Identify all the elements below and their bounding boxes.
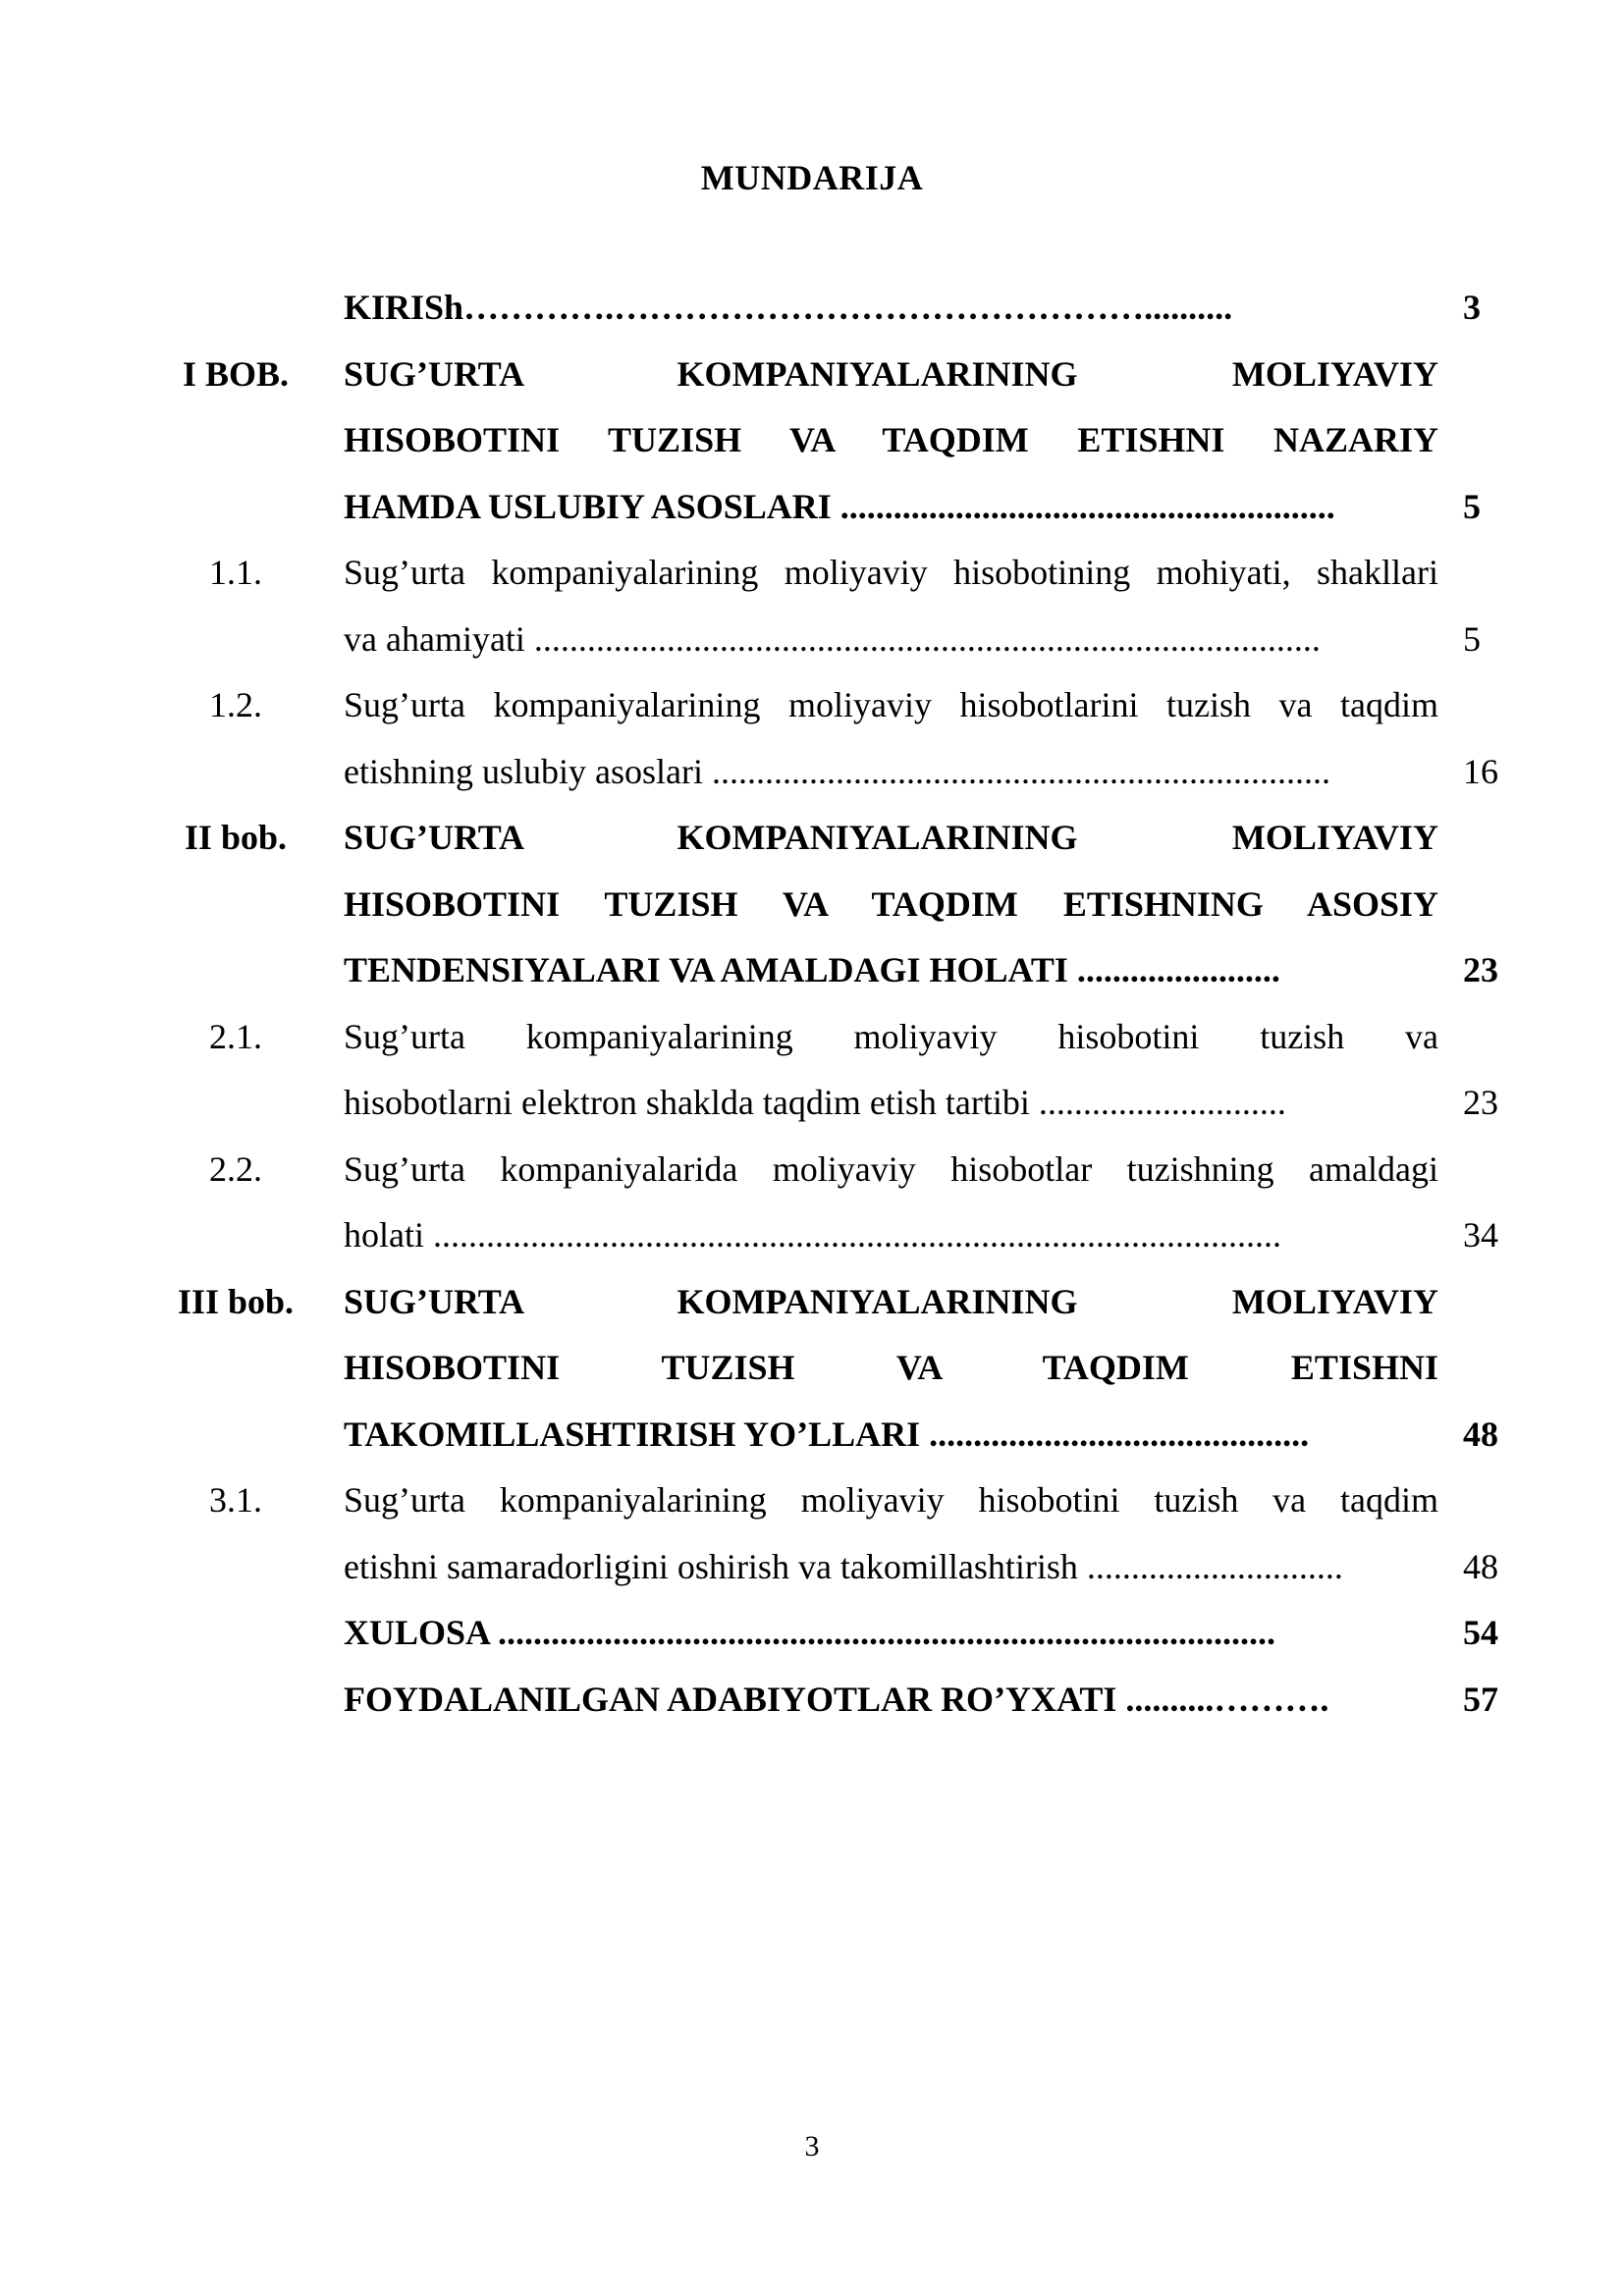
toc-line (0, 275, 1624, 342)
toc-entry (0, 1667, 1624, 1734)
toc-line (0, 872, 1624, 938)
toc-line (0, 1468, 1624, 1534)
toc-entry-text: Sug’urta kompaniyalarida moliyaviy hisobotlar tuzishning amaldagi (344, 1148, 1438, 1189)
toc-entry-text: SUG’URTA KOMPANIYALARINING MOLIYAVIY (344, 818, 1438, 857)
toc-page-number: 5 (1463, 618, 1481, 659)
toc-entry-text: HISOBOTINI TUZISH VA TAQDIM ETISHNI NAZARIY (344, 420, 1438, 459)
toc-line (0, 1269, 1624, 1336)
toc-line (0, 739, 1624, 806)
toc-entry-text: va ahamiyati ......................................................................................... (344, 618, 1321, 659)
toc-entry-text: SUG’URTA KOMPANIYALARINING MOLIYAVIY (344, 1281, 1438, 1321)
toc-entry-label: 2.1. (209, 1016, 262, 1056)
toc-entry-label: 1.1. (209, 553, 262, 592)
toc-page-number: 48 (1463, 1546, 1498, 1586)
toc-page-number: 54 (1463, 1613, 1498, 1652)
toc-entry (0, 672, 1624, 805)
toc-entry-text: hisobotlarni elektron shaklda taqdim etish tartibi ............................ (344, 1083, 1286, 1122)
toc-entry-text: holati ................................................................................................ (344, 1215, 1281, 1255)
toc-line (0, 1534, 1624, 1601)
toc-page-number: 5 (1463, 486, 1481, 526)
toc-line (0, 672, 1624, 739)
toc-entry-text: etishning uslubiy asoslari ...................................................................... (344, 751, 1330, 791)
toc-line (0, 1070, 1624, 1137)
toc-line (0, 1667, 1624, 1734)
toc-page-number: 23 (1463, 950, 1498, 989)
toc-page-number: 48 (1463, 1414, 1498, 1454)
toc-line (0, 1137, 1624, 1203)
table-of-contents (0, 275, 1624, 1733)
toc-entry (0, 1137, 1624, 1269)
toc-line (0, 474, 1624, 541)
toc-entry-label: III bob. (177, 1281, 295, 1321)
toc-line (0, 937, 1624, 1004)
toc-line (0, 1335, 1624, 1402)
toc-page-number: 34 (1463, 1215, 1498, 1255)
toc-line (0, 540, 1624, 607)
toc-entry (0, 805, 1624, 1004)
toc-entry (0, 342, 1624, 541)
toc-line (0, 1402, 1624, 1468)
toc-page-number: 3 (1463, 288, 1481, 327)
toc-entry-text: HISOBOTINI TUZISH VA TAQDIM ETISHNING ASOSIY (344, 883, 1438, 924)
page-title: MUNDARIJA (700, 158, 924, 197)
toc-page-number: 57 (1463, 1679, 1498, 1719)
toc-entry-text: FOYDALANILGAN ADABIYOTLAR RO’YXATI ..........………. (344, 1679, 1329, 1719)
toc-entry-text: Sug’urta kompaniyalarining moliyaviy hisobotini tuzish va taqdim (344, 1480, 1438, 1520)
toc-line (0, 1202, 1624, 1269)
toc-entry-text: SUG’URTA KOMPANIYALARINING MOLIYAVIY (344, 353, 1438, 394)
toc-entry-label (167, 1667, 304, 1734)
toc-line (0, 342, 1624, 408)
toc-entry-label: I BOB. (182, 353, 290, 394)
toc-entry (0, 540, 1624, 672)
toc-entry-label: 2.2. (209, 1148, 262, 1189)
toc-entry-text: XULOSA ........................................................................................ (344, 1613, 1276, 1652)
toc-line (0, 805, 1624, 872)
toc-entry-text: TENDENSIYALARI VA AMALDAGI HOLATI ....................... (344, 950, 1280, 989)
toc-entry (0, 1468, 1624, 1600)
toc-entry-label: 3.1. (209, 1480, 262, 1520)
toc-entry (0, 1600, 1624, 1667)
toc-line (0, 1600, 1624, 1667)
toc-entry-label (167, 275, 304, 342)
toc-entry (0, 1004, 1624, 1137)
toc-entry-text: KIRISh………….……………………………………….......... (344, 288, 1233, 327)
toc-entry (0, 1269, 1624, 1468)
toc-page-number: 23 (1463, 1083, 1498, 1122)
toc-entry-text: HAMDA USLUBIY ASOSLARI ........................................................ (344, 486, 1335, 526)
toc-line (0, 407, 1624, 474)
toc-page-number: 16 (1463, 751, 1498, 791)
footer-page-number: 3 (804, 2130, 820, 2163)
toc-entry-text: Sug’urta kompaniyalarining moliyaviy hisobotlarini tuzish va taqdim (344, 685, 1438, 724)
toc-entry-label: 1.2. (209, 685, 262, 724)
toc-entry-text: Sug’urta kompaniyalarining moliyaviy hisobotining mohiyati, shakllari (344, 553, 1438, 592)
toc-entry-label (167, 1600, 304, 1667)
toc-line (0, 607, 1624, 673)
toc-entry (0, 275, 1624, 342)
toc-entry-label: II bob. (184, 818, 288, 857)
toc-entry-text: HISOBOTINI TUZISH VA TAQDIM ETISHNI (344, 1348, 1438, 1387)
toc-entry-text: etishni samaradorligini oshirish va takomillashtirish ............................. (344, 1546, 1343, 1586)
toc-entry-text: TAKOMILLASHTIRISH YO’LLARI ........................................... (344, 1414, 1310, 1454)
toc-line (0, 1004, 1624, 1071)
toc-entry-text: Sug’urta kompaniyalarining moliyaviy hisobotini tuzish va (344, 1016, 1438, 1056)
